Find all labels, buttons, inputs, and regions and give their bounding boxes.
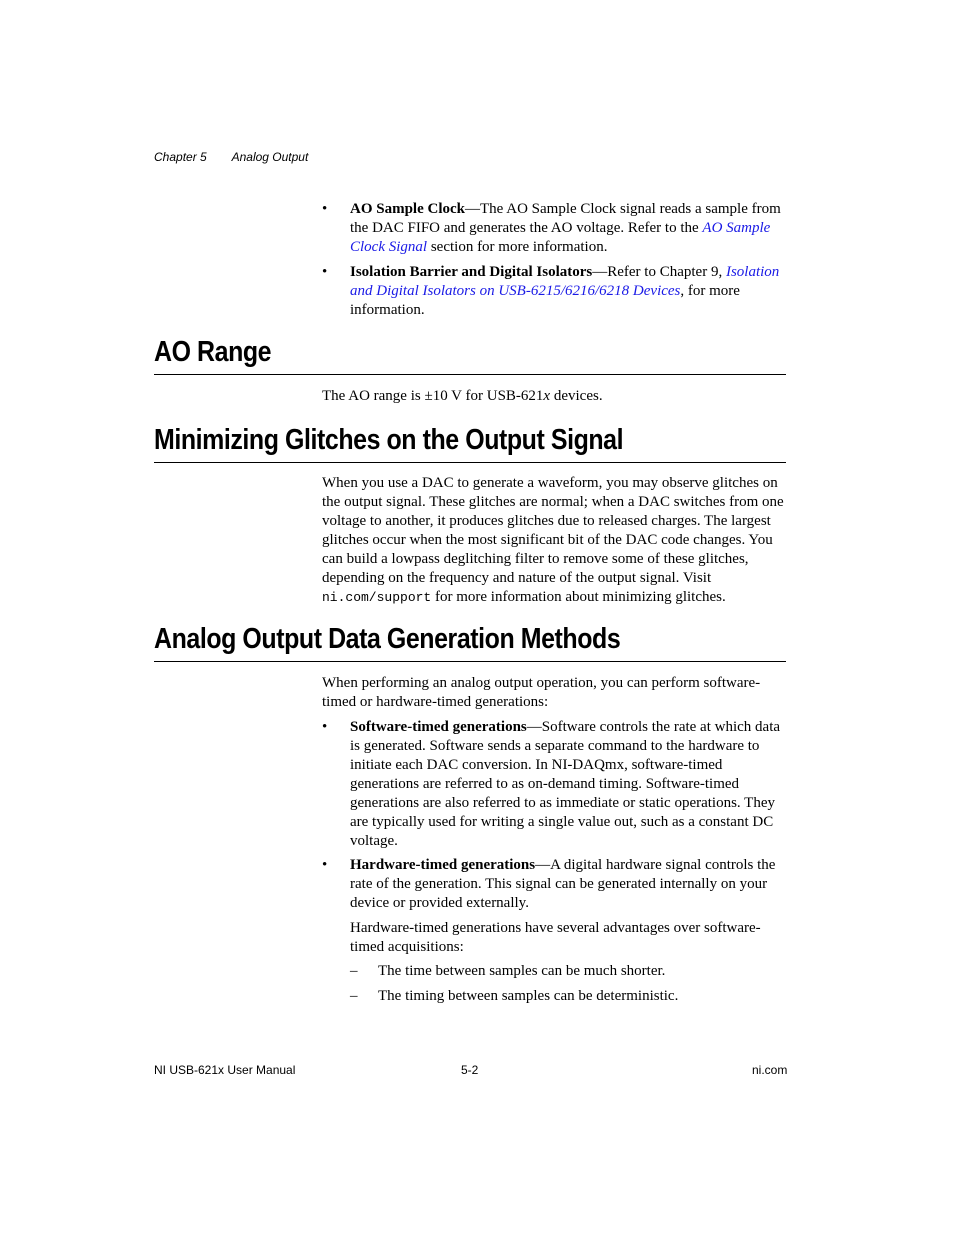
isolation-chapter-link[interactable]: Isolation and Digital Isolators on USB-6215/6216/6218 Devices bbox=[350, 264, 780, 299]
bullet-term: AO Sample Clock bbox=[350, 201, 466, 217]
running-head-title: Analog Output bbox=[231, 150, 309, 164]
paragraph-text: The AO range is ±10 V for USB-621 bbox=[322, 388, 544, 404]
glitches-paragraph bbox=[322, 474, 787, 607]
list-item bbox=[322, 856, 787, 913]
bullet-text: —Refer to Chapter 9, bbox=[592, 264, 726, 280]
section-heading-ao-range bbox=[154, 336, 786, 375]
generation-section-body bbox=[322, 674, 787, 1006]
running-head bbox=[154, 150, 330, 164]
paragraph-italic: x bbox=[543, 388, 551, 404]
support-url-code: ni.com/support bbox=[322, 590, 432, 605]
bullet-mark: • bbox=[322, 264, 328, 280]
bullet-mark: • bbox=[322, 201, 328, 217]
bullet-text: , for more information. bbox=[350, 283, 740, 318]
ao-sample-clock-link[interactable]: AO Sample Clock Signal bbox=[350, 220, 771, 255]
paragraph-text: When you use a DAC to generate a waveform, you may observe glitches on the output signal. These glitches are normal; when a DAC switches from one voltage to another, it produces glitches due to released charges. The largest glitches occur when the most significant bit of the DAC code changes. You can build a lowpass deglitching filter to remove some of these glitches, depending on the frequency and nature of the output signal. Visit bbox=[322, 475, 784, 586]
bullet-text: —Software controls the rate at which data is generated. Software sends a separate command to the hardware to initiate each DAC conversion. In NI-DAQmx, software-timed generations are referred to as on-demand timing. Software-timed generations are also referred to as immediate or static operations. They are typically used for writing a single value out, such as a constant DC voltage. bbox=[350, 719, 781, 849]
ao-range-paragraph bbox=[322, 387, 787, 406]
paragraph-text: devices. bbox=[550, 388, 603, 404]
heading-text: Minimizing Glitches on the Output Signal bbox=[154, 424, 624, 456]
intro-bullet-list bbox=[322, 200, 787, 320]
advantages-intro: Hardware-timed generations have several advantages over software-timed acquisitions: bbox=[350, 920, 761, 955]
advantages-list bbox=[350, 962, 787, 1006]
bullet-text: section for more information. bbox=[427, 239, 608, 255]
running-head-chapter: Chapter 5 bbox=[154, 150, 207, 164]
generation-intro: When performing an analog output operation, you can perform software-timed or hardware-timed generations: bbox=[322, 675, 761, 710]
section-heading-glitches bbox=[154, 424, 786, 463]
heading-text: AO Range bbox=[154, 336, 272, 368]
dash-mark: – bbox=[350, 988, 358, 1004]
section-heading-generation bbox=[154, 623, 786, 662]
footer-manual-title: NI USB-621x User Manual bbox=[154, 1063, 296, 1077]
bullet-text: —The AO Sample Clock signal reads a sample from the DAC FIFO and generates the AO voltage. Refer to the bbox=[350, 201, 781, 236]
footer-page-number: 5-2 bbox=[461, 1063, 479, 1077]
footer-website: ni.com bbox=[752, 1063, 788, 1077]
bullet-term: Hardware-timed generations bbox=[350, 857, 536, 873]
advantage-text: The time between samples can be much shorter. bbox=[378, 963, 666, 979]
paragraph-text: for more information about minimizing glitches. bbox=[431, 589, 726, 605]
list-item bbox=[322, 263, 787, 320]
bullet-mark: • bbox=[322, 857, 328, 873]
bullet-term: Software-timed generations bbox=[350, 719, 527, 735]
list-item bbox=[350, 962, 787, 981]
list-item bbox=[322, 200, 787, 257]
bullet-mark: • bbox=[322, 719, 328, 735]
list-item bbox=[322, 718, 787, 851]
bullet-term: Isolation Barrier and Digital Isolators bbox=[350, 264, 593, 280]
heading-text: Analog Output Data Generation Methods bbox=[154, 623, 621, 655]
bullet-text: —A digital hardware signal controls the rate of the generation. This signal can be generated internally on your device or provided externally. bbox=[350, 857, 776, 911]
advantage-text: The timing between samples can be deterministic. bbox=[378, 988, 679, 1004]
dash-mark: – bbox=[350, 963, 358, 979]
list-item bbox=[350, 987, 787, 1006]
